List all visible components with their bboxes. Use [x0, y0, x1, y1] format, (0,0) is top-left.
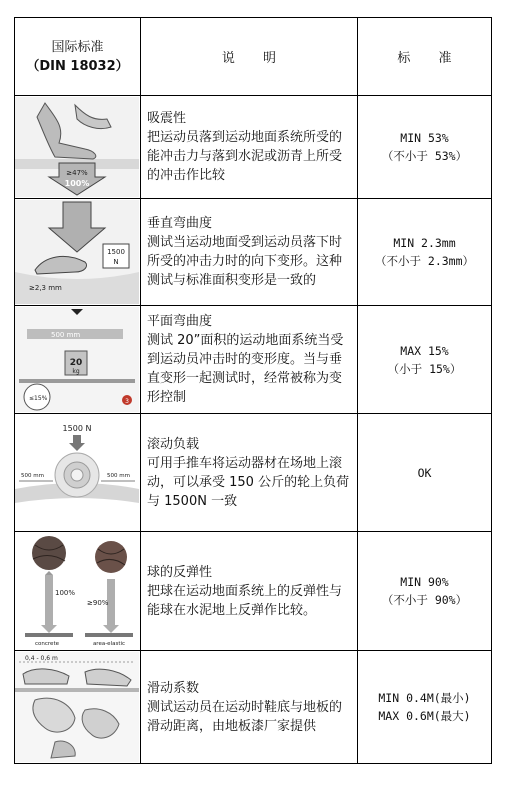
- shock-percent-max: 100%: [64, 179, 90, 188]
- shock-absorption-value: [358, 96, 492, 199]
- row-body: 把球在运动地面系统上的反弹性与能球在水泥地上反弹作比较。: [147, 583, 343, 618]
- slide-distance-label: 0,4 - 0,6 m: [25, 655, 58, 662]
- vertical-deflection-description: [141, 199, 358, 306]
- shock-percent-min: ≥47%: [66, 169, 88, 177]
- row-title: 滚动负载: [147, 436, 200, 452]
- value-primary: MAX 15%: [400, 343, 449, 358]
- row-body: 把运动员落到运动地面系统所受的能冲击力与落到水泥或沥青上所受的冲击作比较: [147, 130, 343, 183]
- row-title: 球的反弹性: [147, 564, 213, 580]
- value-primary: OK: [417, 465, 432, 480]
- sliding-coefficient-value: [358, 651, 492, 764]
- shock-absorption-illustration: [15, 96, 141, 199]
- value-primary: MIN 90%: [400, 575, 449, 589]
- left-distance-label: 500 mm: [21, 473, 44, 479]
- value-secondary: （不小于 53%）: [381, 149, 468, 163]
- value-secondary: MAX 0.6M(最大): [378, 709, 471, 723]
- rebound-elastic-percent: ≥90%: [87, 599, 109, 607]
- rebound-concrete-percent: 100%: [55, 589, 76, 597]
- area-elastic-label: area-elastic: [92, 641, 126, 647]
- table-row: [15, 532, 492, 651]
- header-standard-label: 国际标准: [51, 39, 104, 55]
- weight-value: 20: [69, 358, 83, 368]
- deflection-label: ≥2,3 mm: [29, 284, 62, 292]
- ball-rebound-image: [15, 533, 139, 649]
- concrete-label: concrete: [35, 641, 59, 647]
- row-title: 吸震性: [147, 111, 187, 126]
- table-row: [15, 414, 492, 532]
- rolling-load-illustration: [15, 414, 141, 532]
- figure-number: 3: [125, 398, 129, 405]
- table-row: [15, 96, 492, 199]
- vertical-deflection-illustration: [15, 199, 141, 306]
- rolling-load-image: [15, 415, 139, 530]
- value-secondary: （不小于 2.3mm）: [374, 254, 475, 268]
- right-distance-label: 500 mm: [107, 473, 130, 479]
- area-percent-label: ≤15%: [29, 395, 48, 402]
- area-deflection-value: [358, 306, 492, 414]
- shock-absorption-image: [15, 97, 139, 197]
- din-standard-table: [14, 17, 492, 764]
- rolling-load-value: [358, 414, 492, 532]
- vertical-deflection-image: [15, 200, 139, 304]
- vertical-deflection-value: [358, 199, 492, 306]
- span-label: 500 mm: [51, 331, 81, 339]
- ball-rebound-value: [358, 532, 492, 651]
- row-body: 测试当运动地面受到运动员落下时所受的冲击力时的向下变形。这种测试与标准面积变形是一致的: [147, 235, 343, 288]
- load-label: 1500 N: [62, 424, 92, 433]
- header-standard-value-cell: 标 准: [358, 18, 492, 96]
- table-row: [15, 306, 492, 414]
- table-row: [15, 651, 492, 764]
- sliding-coefficient-image: [15, 652, 139, 762]
- rolling-load-description: [141, 414, 358, 532]
- value-primary: MIN 2.3mm: [393, 236, 456, 250]
- row-body: 测试 20”面积的运动地面系统当受到运动员冲击时的变形度。当与垂直变形一起测试时，经常被称为变形控制: [147, 333, 344, 405]
- value-secondary: （小于 15%）: [387, 361, 462, 376]
- header-din-label: （DIN 18032）: [26, 58, 129, 74]
- ball-rebound-illustration: [15, 532, 141, 651]
- table-row: [15, 199, 492, 306]
- sliding-coefficient-illustration: [15, 651, 141, 764]
- row-body: 测试运动员在运动时鞋底与地板的滑动距离，由地板漆厂家提供: [147, 699, 343, 734]
- force-value: 1500: [107, 248, 125, 256]
- shock-absorption-description: [141, 96, 358, 199]
- value-primary: MIN 53%: [400, 131, 449, 145]
- row-body: 可用手推车将运动器材在场地上滚动，可以承受 150 公斤的轮上负荷与 1500N 一致: [147, 455, 350, 509]
- header-standard-cell: [15, 18, 141, 96]
- sliding-coefficient-description: [141, 651, 358, 764]
- ball-rebound-description: [141, 532, 358, 651]
- table-header-row: [15, 18, 492, 96]
- row-title: 垂直弯曲度: [147, 216, 213, 231]
- row-title: 平面弯曲度: [147, 314, 213, 329]
- row-title: 滑动系数: [147, 680, 200, 696]
- area-deflection-description: [141, 306, 358, 414]
- force-unit: N: [113, 258, 119, 266]
- weight-unit: kg: [72, 368, 80, 375]
- value-secondary: （不小于 90%）: [381, 593, 468, 607]
- value-primary: MIN 0.4M(最小): [378, 691, 471, 705]
- header-description-cell: 说 明: [141, 18, 358, 96]
- area-deflection-image: [15, 307, 139, 412]
- area-deflection-illustration: [15, 306, 141, 414]
